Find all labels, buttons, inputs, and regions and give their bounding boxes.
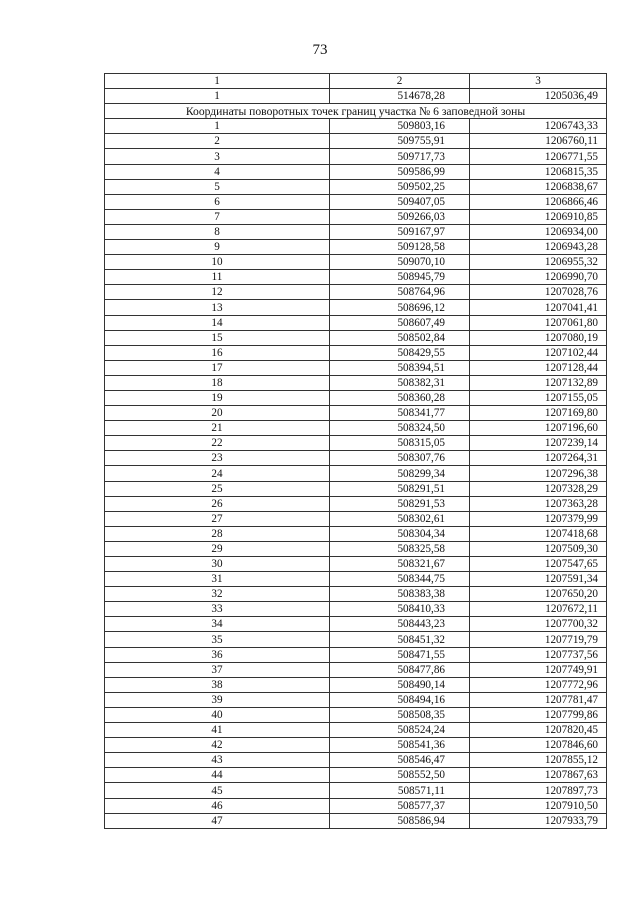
point-number-cell: 9 (105, 240, 330, 255)
table-row (105, 572, 607, 587)
point-number-cell: 31 (105, 572, 330, 587)
point-number-cell: 35 (105, 632, 330, 647)
y-coordinate-cell: 1207509,30 (470, 541, 607, 556)
point-number-cell: 22 (105, 436, 330, 451)
table-row (105, 345, 607, 360)
table-row (105, 375, 607, 390)
x-coordinate-cell: 508945,79 (330, 270, 470, 285)
point-number-cell: 21 (105, 421, 330, 436)
x-coordinate-cell: 508508,35 (330, 707, 470, 722)
section-title: Координаты поворотных точек границ участка № 6 заповедной зоны (105, 104, 607, 119)
table-row (105, 707, 607, 722)
table-row (105, 194, 607, 209)
y-coordinate-cell: 1206815,35 (470, 164, 607, 179)
point-number-cell: 11 (105, 270, 330, 285)
x-coordinate-cell: 508321,67 (330, 557, 470, 572)
y-coordinate-cell: 1206760,11 (470, 134, 607, 149)
x-coordinate-cell: 508302,61 (330, 511, 470, 526)
y-coordinate-cell: 1207132,89 (470, 375, 607, 390)
table-row (105, 813, 607, 828)
table-row (105, 541, 607, 556)
x-coordinate-cell: 508341,77 (330, 406, 470, 421)
point-number-cell: 37 (105, 662, 330, 677)
x-coordinate-cell: 508324,50 (330, 421, 470, 436)
x-coordinate-cell: 508552,50 (330, 768, 470, 783)
point-number-cell: 1 (105, 89, 330, 104)
y-coordinate-cell: 1207239,14 (470, 436, 607, 451)
point-number-cell: 42 (105, 738, 330, 753)
table-row (105, 496, 607, 511)
table-row (105, 209, 607, 224)
y-coordinate-cell: 1206771,55 (470, 149, 607, 164)
column-header-x: 2 (330, 74, 470, 89)
y-coordinate-cell: 1207080,19 (470, 330, 607, 345)
x-coordinate-cell: 509167,97 (330, 224, 470, 239)
x-coordinate-cell: 509407,05 (330, 194, 470, 209)
x-coordinate-cell: 508291,53 (330, 496, 470, 511)
y-coordinate-cell: 1207196,60 (470, 421, 607, 436)
point-number-cell: 16 (105, 345, 330, 360)
y-coordinate-cell: 1206955,32 (470, 255, 607, 270)
point-number-cell: 7 (105, 209, 330, 224)
x-coordinate-cell: 508307,76 (330, 451, 470, 466)
table-row (105, 511, 607, 526)
table-row (105, 753, 607, 768)
x-coordinate-cell: 508494,16 (330, 692, 470, 707)
table-row (105, 451, 607, 466)
y-coordinate-cell: 1207749,91 (470, 662, 607, 677)
table-row (105, 617, 607, 632)
y-coordinate-cell: 1207041,41 (470, 300, 607, 315)
y-coordinate-cell: 1207867,63 (470, 768, 607, 783)
point-number-cell: 24 (105, 466, 330, 481)
table-row (105, 421, 607, 436)
x-coordinate-cell: 508471,55 (330, 647, 470, 662)
point-number-cell: 39 (105, 692, 330, 707)
point-number-cell: 18 (105, 375, 330, 390)
x-coordinate-cell: 509502,25 (330, 179, 470, 194)
y-coordinate-cell: 1207169,80 (470, 406, 607, 421)
y-coordinate-cell: 1207102,44 (470, 345, 607, 360)
x-coordinate-cell: 508325,58 (330, 541, 470, 556)
point-number-cell: 10 (105, 255, 330, 270)
point-number-cell: 28 (105, 526, 330, 541)
y-coordinate-cell: 1207591,34 (470, 572, 607, 587)
x-coordinate-cell: 509128,58 (330, 240, 470, 255)
table-row (105, 270, 607, 285)
y-coordinate-cell: 1207737,56 (470, 647, 607, 662)
x-coordinate-cell: 508443,23 (330, 617, 470, 632)
y-coordinate-cell: 1206866,46 (470, 194, 607, 209)
table-row (105, 677, 607, 692)
point-number-cell: 5 (105, 179, 330, 194)
y-coordinate-cell: 1207379,99 (470, 511, 607, 526)
y-coordinate-cell: 1207061,80 (470, 315, 607, 330)
point-number-cell: 19 (105, 390, 330, 405)
point-number-cell: 8 (105, 224, 330, 239)
y-coordinate-cell: 1205036,49 (470, 89, 607, 104)
table-row (105, 285, 607, 300)
column-header-y: 3 (470, 74, 607, 89)
y-coordinate-cell: 1207296,38 (470, 466, 607, 481)
table-row (105, 466, 607, 481)
table-row (105, 526, 607, 541)
x-coordinate-cell: 509070,10 (330, 255, 470, 270)
x-coordinate-cell: 508577,37 (330, 798, 470, 813)
x-coordinate-cell: 509266,03 (330, 209, 470, 224)
page-number: 73 (312, 42, 328, 58)
table-row (105, 240, 607, 255)
point-number-cell: 23 (105, 451, 330, 466)
x-coordinate-cell: 508410,33 (330, 602, 470, 617)
point-number-cell: 32 (105, 587, 330, 602)
y-coordinate-cell: 1206838,67 (470, 179, 607, 194)
x-coordinate-cell: 509803,16 (330, 119, 470, 134)
table-row (105, 315, 607, 330)
point-number-cell: 15 (105, 330, 330, 345)
point-number-cell: 33 (105, 602, 330, 617)
point-number-cell: 3 (105, 149, 330, 164)
x-coordinate-cell: 508304,34 (330, 526, 470, 541)
table-row (105, 134, 607, 149)
point-number-cell: 26 (105, 496, 330, 511)
table-row (105, 783, 607, 798)
x-coordinate-cell: 508344,75 (330, 572, 470, 587)
y-coordinate-cell: 1207028,76 (470, 285, 607, 300)
y-coordinate-cell: 1207363,28 (470, 496, 607, 511)
x-coordinate-cell: 508571,11 (330, 783, 470, 798)
table-row (105, 406, 607, 421)
x-coordinate-cell: 508360,28 (330, 390, 470, 405)
point-number-cell: 17 (105, 360, 330, 375)
column-header-point: 1 (105, 74, 330, 89)
y-coordinate-cell: 1207933,79 (470, 813, 607, 828)
point-number-cell: 14 (105, 315, 330, 330)
y-coordinate-cell: 1207128,44 (470, 360, 607, 375)
table-row (105, 647, 607, 662)
x-coordinate-cell: 508764,96 (330, 285, 470, 300)
x-coordinate-cell: 508502,84 (330, 330, 470, 345)
table-row (105, 738, 607, 753)
x-coordinate-cell: 508477,86 (330, 662, 470, 677)
point-number-cell: 25 (105, 481, 330, 496)
point-number-cell: 13 (105, 300, 330, 315)
table-row (105, 164, 607, 179)
point-number-cell: 38 (105, 677, 330, 692)
y-coordinate-cell: 1207781,47 (470, 692, 607, 707)
table-row (105, 179, 607, 194)
table-row (105, 632, 607, 647)
y-coordinate-cell: 1206743,33 (470, 119, 607, 134)
point-number-cell: 34 (105, 617, 330, 632)
x-coordinate-cell: 508383,38 (330, 587, 470, 602)
x-coordinate-cell: 508586,94 (330, 813, 470, 828)
coordinates-table (104, 73, 607, 829)
point-number-cell: 6 (105, 194, 330, 209)
table-header-row (105, 74, 607, 89)
y-coordinate-cell: 1207855,12 (470, 753, 607, 768)
y-coordinate-cell: 1207910,50 (470, 798, 607, 813)
y-coordinate-cell: 1206990,70 (470, 270, 607, 285)
table-row (105, 119, 607, 134)
y-coordinate-cell: 1207650,20 (470, 587, 607, 602)
y-coordinate-cell: 1207264,31 (470, 451, 607, 466)
table-row (105, 723, 607, 738)
table-row (105, 602, 607, 617)
table-row (105, 662, 607, 677)
table-row (105, 587, 607, 602)
point-number-cell: 45 (105, 783, 330, 798)
x-coordinate-cell: 508382,31 (330, 375, 470, 390)
x-coordinate-cell: 508291,51 (330, 481, 470, 496)
coordinates-table-body (105, 74, 607, 829)
y-coordinate-cell: 1207799,86 (470, 707, 607, 722)
point-number-cell: 12 (105, 285, 330, 300)
table-row (105, 768, 607, 783)
point-number-cell: 47 (105, 813, 330, 828)
table-row (105, 692, 607, 707)
point-number-cell: 27 (105, 511, 330, 526)
point-number-cell: 1 (105, 119, 330, 134)
point-number-cell: 4 (105, 164, 330, 179)
x-coordinate-cell: 508541,36 (330, 738, 470, 753)
point-number-cell: 43 (105, 753, 330, 768)
table-row (105, 481, 607, 496)
section-title-row (105, 104, 607, 119)
y-coordinate-cell: 1207672,11 (470, 602, 607, 617)
y-coordinate-cell: 1207846,60 (470, 738, 607, 753)
y-coordinate-cell: 1207155,05 (470, 390, 607, 405)
table-row (105, 300, 607, 315)
point-number-cell: 40 (105, 707, 330, 722)
point-number-cell: 36 (105, 647, 330, 662)
x-coordinate-cell: 508607,49 (330, 315, 470, 330)
x-coordinate-cell: 508315,05 (330, 436, 470, 451)
y-coordinate-cell: 1207719,79 (470, 632, 607, 647)
point-number-cell: 2 (105, 134, 330, 149)
y-coordinate-cell: 1207547,65 (470, 557, 607, 572)
table-row (105, 224, 607, 239)
x-coordinate-cell: 514678,28 (330, 89, 470, 104)
point-number-cell: 20 (105, 406, 330, 421)
table-row (105, 149, 607, 164)
y-coordinate-cell: 1207328,29 (470, 481, 607, 496)
table-row (105, 360, 607, 375)
x-coordinate-cell: 508394,51 (330, 360, 470, 375)
x-coordinate-cell: 508546,47 (330, 753, 470, 768)
x-coordinate-cell: 508451,32 (330, 632, 470, 647)
table-row (105, 330, 607, 345)
y-coordinate-cell: 1207897,73 (470, 783, 607, 798)
x-coordinate-cell: 509717,73 (330, 149, 470, 164)
y-coordinate-cell: 1206934,00 (470, 224, 607, 239)
table-row (105, 89, 607, 104)
x-coordinate-cell: 509586,99 (330, 164, 470, 179)
table-row (105, 255, 607, 270)
x-coordinate-cell: 508429,55 (330, 345, 470, 360)
point-number-cell: 29 (105, 541, 330, 556)
table-row (105, 557, 607, 572)
x-coordinate-cell: 509755,91 (330, 134, 470, 149)
y-coordinate-cell: 1207418,68 (470, 526, 607, 541)
y-coordinate-cell: 1207820,45 (470, 723, 607, 738)
point-number-cell: 46 (105, 798, 330, 813)
x-coordinate-cell: 508299,34 (330, 466, 470, 481)
point-number-cell: 41 (105, 723, 330, 738)
x-coordinate-cell: 508524,24 (330, 723, 470, 738)
table-row (105, 436, 607, 451)
y-coordinate-cell: 1207700,32 (470, 617, 607, 632)
point-number-cell: 30 (105, 557, 330, 572)
table-row (105, 798, 607, 813)
x-coordinate-cell: 508696,12 (330, 300, 470, 315)
point-number-cell: 44 (105, 768, 330, 783)
y-coordinate-cell: 1206910,85 (470, 209, 607, 224)
y-coordinate-cell: 1206943,28 (470, 240, 607, 255)
table-row (105, 390, 607, 405)
y-coordinate-cell: 1207772,96 (470, 677, 607, 692)
x-coordinate-cell: 508490,14 (330, 677, 470, 692)
